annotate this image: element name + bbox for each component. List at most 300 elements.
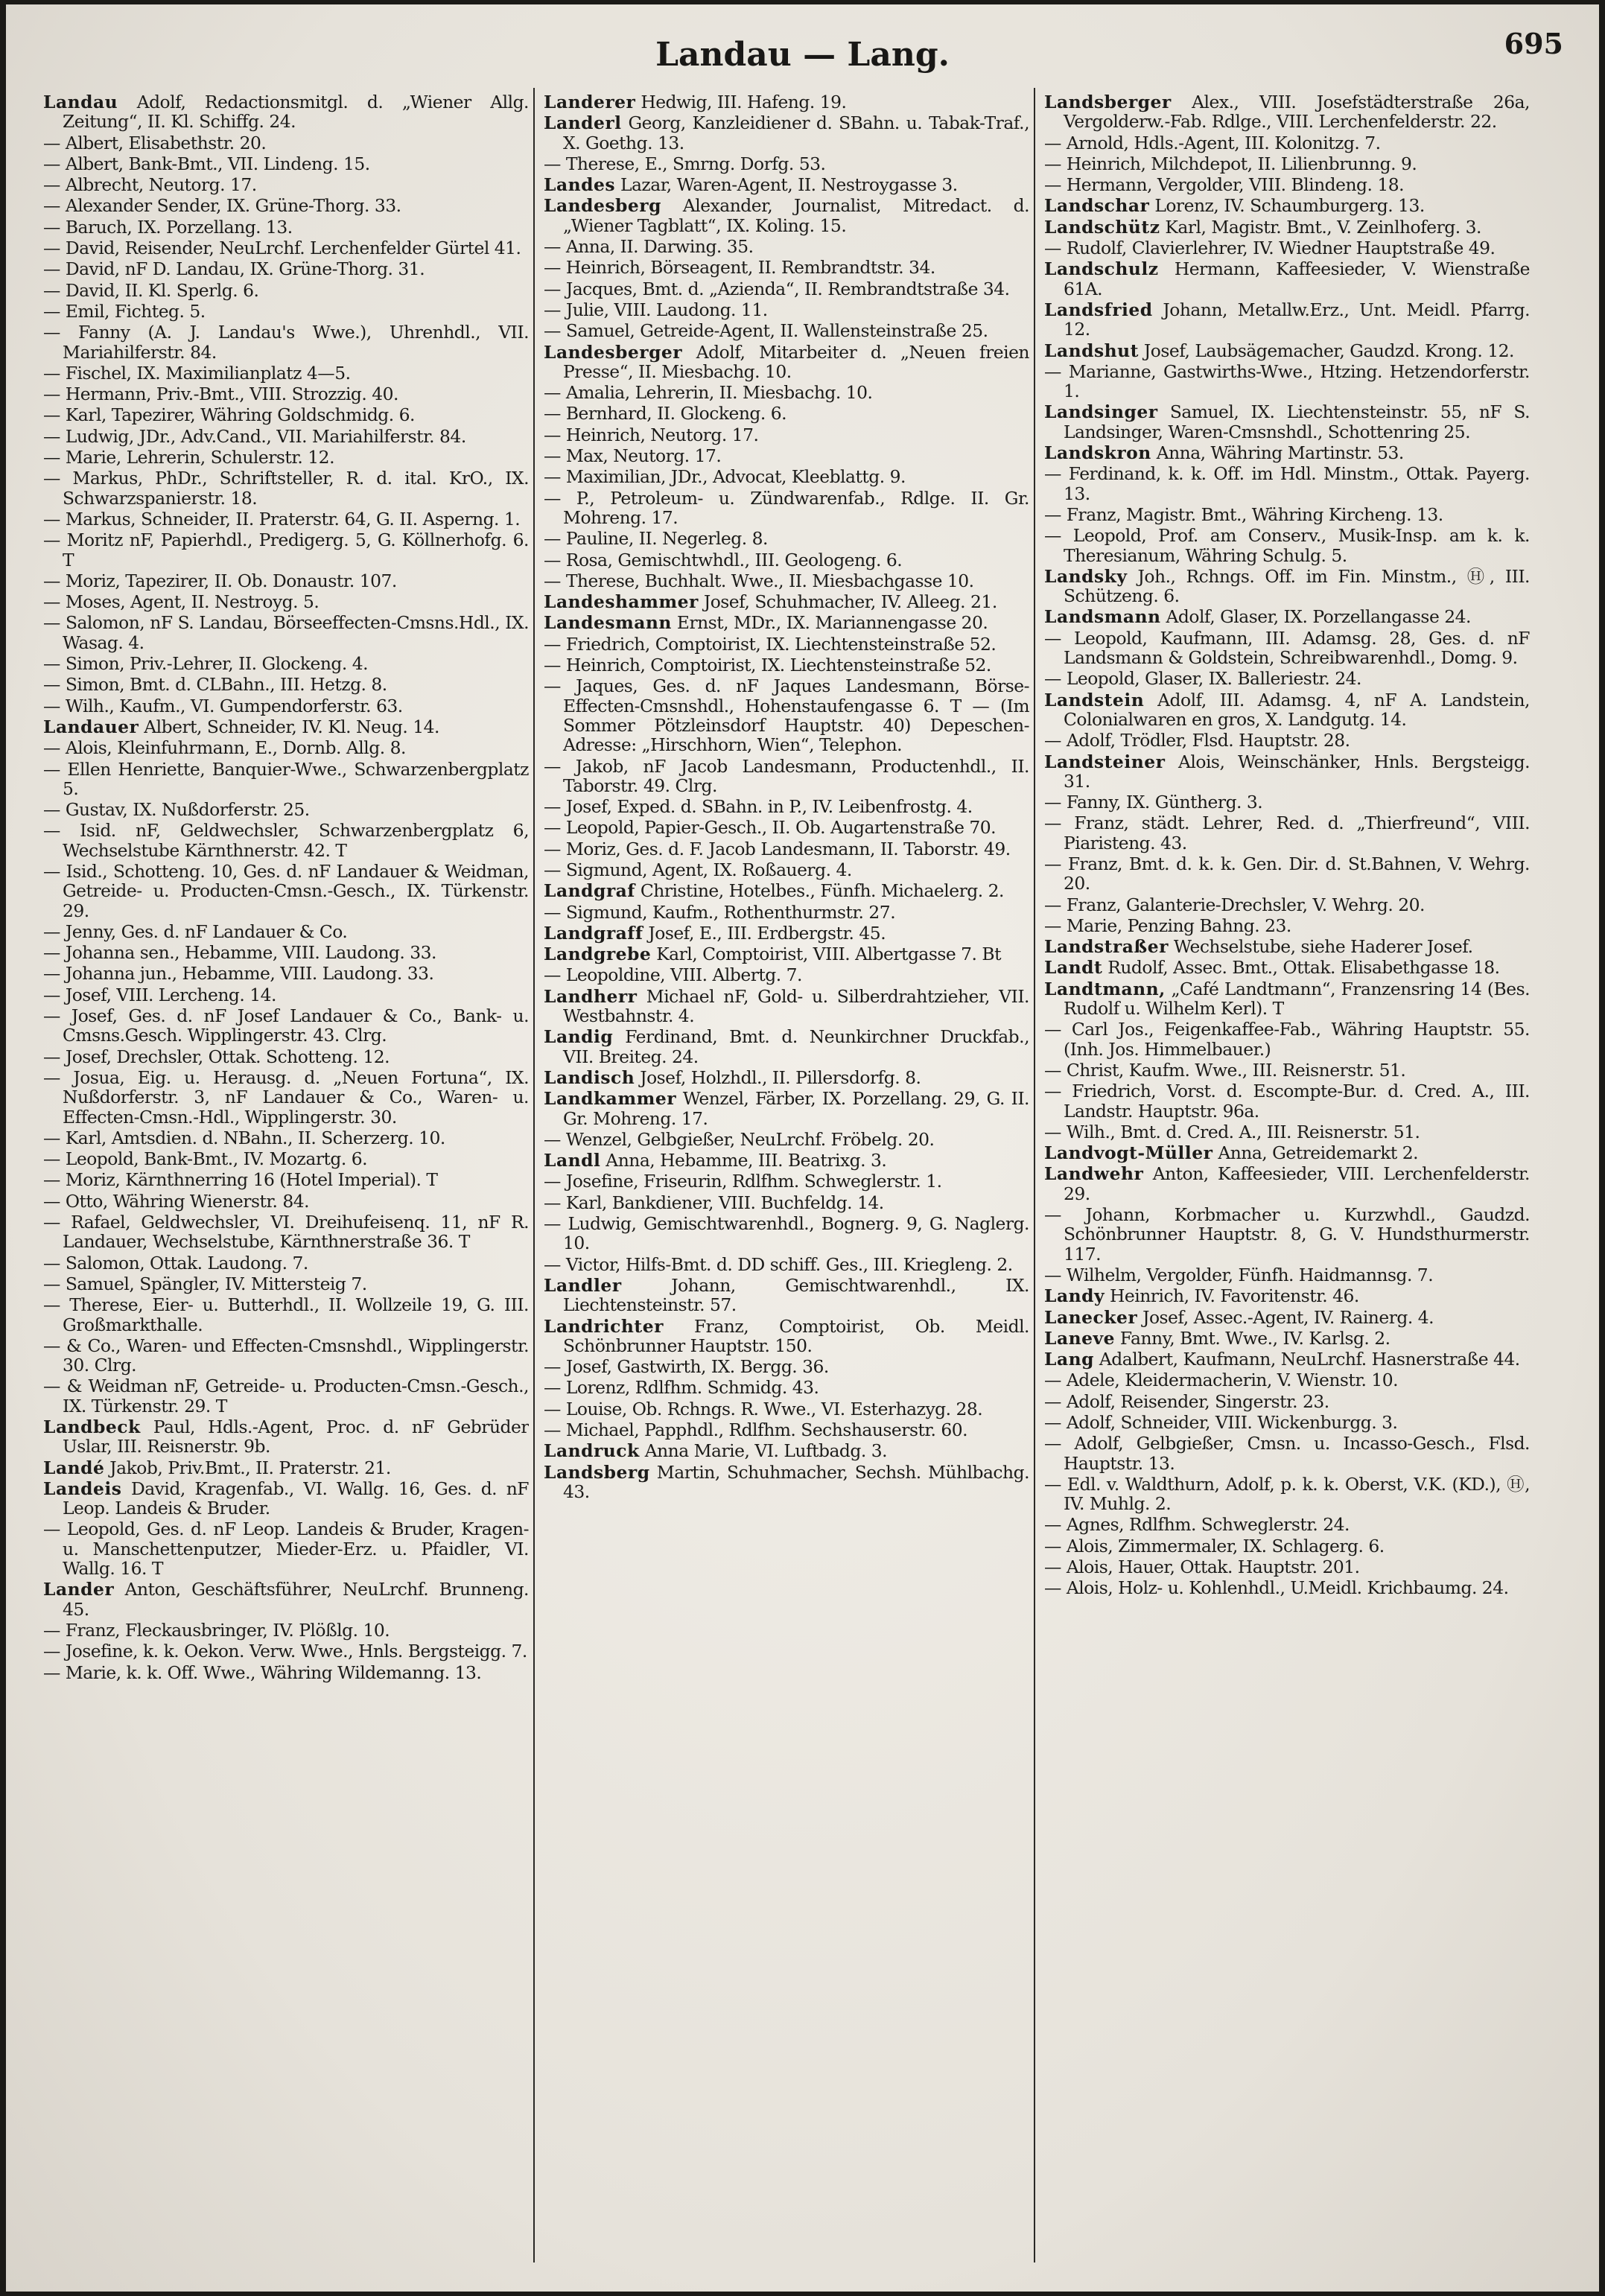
entry-text: Albert, Schneider, IV. Kl. Neug. 14. bbox=[144, 716, 439, 737]
entry-text: Moriz, Ges. d. F. Jacob Landesmann, II. Taborstr. 49. bbox=[565, 838, 1011, 859]
entry-subentry bbox=[43, 238, 529, 258]
entry-text: Wenzel, Gelbgießer, NeuLrchf. Fröbelg. 20. bbox=[565, 1128, 935, 1150]
entry-name: — bbox=[544, 1356, 561, 1378]
entry-name: Landauer bbox=[43, 716, 139, 737]
entry-text: Gustav, IX. Nußdorferstr. 25. bbox=[65, 799, 310, 821]
entry-name: Landy bbox=[1044, 1285, 1105, 1307]
entry-subentry bbox=[43, 154, 529, 174]
entry-name: — bbox=[544, 633, 561, 655]
entry-name: Lander bbox=[43, 1579, 115, 1600]
entry-name: — bbox=[544, 570, 561, 591]
entry-subentry bbox=[1044, 1578, 1530, 1597]
column-1 bbox=[43, 92, 529, 2267]
entry-text: Lorenz, IV. Schaumburgerg. 13. bbox=[1154, 195, 1425, 217]
entry-name: — bbox=[43, 674, 60, 696]
entry-subentry bbox=[43, 1663, 529, 1682]
entry-text: Louise, Ob. Rchngs. R. Wwe., VI. Esterhazyg. 28. bbox=[565, 1398, 983, 1419]
entry-subentry bbox=[43, 1641, 529, 1661]
entry-subentry bbox=[544, 655, 1029, 675]
entry-text: Heinrich, Neutorg. 17. bbox=[565, 424, 759, 445]
entry-subentry bbox=[1044, 813, 1530, 853]
entry-text: Leopold, Ges. d. nF Leop. Landeis & Bruder, Kragen- u. Manschettenputzer, Mieder-Erz. u. Pfaidler, VI. Wallg. 16. T bbox=[63, 1519, 529, 1580]
entry-subentry bbox=[43, 613, 529, 652]
entry-text: Anton, Kaffeesieder, VIII. Lerchenfelderstr. 29. bbox=[1064, 1163, 1530, 1204]
entry-headword bbox=[1044, 1329, 1530, 1348]
entry-subentry bbox=[544, 797, 1029, 816]
entry-subentry bbox=[43, 1047, 529, 1066]
entry-text: Leopold, Bank-Bmt., IV. Mozartg. 6. bbox=[65, 1148, 368, 1170]
entry-subentry bbox=[43, 654, 529, 673]
entry-subentry bbox=[544, 258, 1029, 277]
entry-headword bbox=[1044, 1349, 1530, 1369]
entry-text: Josef, E., III. Erdbergstr. 45. bbox=[648, 922, 886, 944]
entry-subentry bbox=[1044, 792, 1530, 812]
entry-name: — bbox=[544, 278, 561, 299]
entry-subentry bbox=[43, 738, 529, 757]
entry-subentry bbox=[43, 1336, 529, 1376]
entry-name: — bbox=[43, 1641, 60, 1662]
entry-headword bbox=[544, 1463, 1029, 1502]
entry-text: Heinrich, IV. Favoritenstr. 46. bbox=[1110, 1285, 1359, 1307]
entry-name: Landstraßer bbox=[1044, 936, 1169, 958]
entry-subentry bbox=[43, 800, 529, 819]
entry-name: — bbox=[43, 984, 60, 1005]
entry-headword bbox=[544, 343, 1029, 382]
entry-subentry bbox=[43, 509, 529, 529]
entry-name: Landeshammer bbox=[544, 591, 699, 613]
entry-name: — bbox=[43, 695, 60, 716]
entry-subentry bbox=[544, 571, 1029, 591]
entry-headword bbox=[544, 196, 1029, 235]
entry-name: — bbox=[544, 466, 561, 488]
entry-name: — bbox=[1044, 730, 1061, 751]
entry-name: — bbox=[1044, 1514, 1061, 1536]
entry-headword bbox=[544, 944, 1029, 964]
entry-name: — bbox=[544, 320, 561, 342]
entry-subentry bbox=[544, 1357, 1029, 1376]
entry-text: Wilh., Kaufm., VI. Gumpendorferstr. 63. bbox=[65, 695, 403, 716]
entry-name: Landsky bbox=[1044, 565, 1128, 587]
entry-name: Landler bbox=[544, 1274, 622, 1296]
entry-text: Edl. v. Waldthurn, Adolf, p. k. k. Oberst, V.K. (KD.), Ⓗ, IV. Muhlg. 2. bbox=[1064, 1473, 1530, 1515]
entry-text: Jenny, Ges. d. nF Landauer & Co. bbox=[65, 920, 348, 942]
entry-subentry bbox=[544, 489, 1029, 528]
entry-text: Sigmund, Agent, IX. Roßauerg. 4. bbox=[565, 859, 852, 880]
entry-name: — bbox=[43, 153, 60, 174]
entry-text: Albrecht, Neutorg. 17. bbox=[65, 174, 257, 196]
entry-text: Ellen Henriette, Banquier-Wwe., Schwarzenbergplatz 5. bbox=[63, 758, 529, 799]
entry-text: Julie, VIII. Laudong. 11. bbox=[565, 299, 768, 320]
entry-name: Landwehr bbox=[1044, 1163, 1144, 1185]
entry-name: Landbeck bbox=[43, 1416, 141, 1437]
entry-subentry bbox=[43, 862, 529, 920]
entry-name: Landesmann bbox=[544, 612, 672, 634]
entry-subentry bbox=[544, 404, 1029, 423]
entry-headword bbox=[1044, 443, 1530, 462]
entry-text: Adolf, Glaser, IX. Porzellangasse 24. bbox=[1166, 606, 1471, 628]
entry-subentry bbox=[1044, 154, 1530, 174]
entry-name: — bbox=[1044, 1412, 1061, 1433]
entry-subentry bbox=[1044, 362, 1530, 401]
entry-name: — bbox=[544, 299, 561, 320]
entry-subentry bbox=[544, 860, 1029, 880]
entry-headword bbox=[1044, 1143, 1530, 1163]
entry-text: Marie, k. k. Off. Wwe., Währing Wildemanng. 13. bbox=[65, 1661, 482, 1683]
entry-name: — bbox=[1044, 1577, 1061, 1599]
entry-subentry bbox=[43, 133, 529, 153]
entry-name: — bbox=[544, 153, 561, 174]
directory-page bbox=[6, 4, 1599, 2292]
entry-name: — bbox=[43, 508, 60, 530]
entry-text: Hermann, Kaffeesieder, V. Wienstraße 61A. bbox=[1064, 258, 1530, 299]
entry-name: Landshut bbox=[1044, 340, 1139, 361]
entry-subentry bbox=[43, 1068, 529, 1127]
entry-name: — bbox=[1044, 1019, 1061, 1040]
entry-text: Franz, Bmt. d. k. k. Gen. Dir. d. St.Bahnen, V. Wehrg. 20. bbox=[1064, 853, 1530, 894]
entry-text: Christ, Kaufm. Wwe., III. Reisnerstr. 51. bbox=[1066, 1059, 1406, 1081]
entry-subentry bbox=[544, 321, 1029, 340]
entry-name: — bbox=[43, 1294, 60, 1316]
running-head: Landau — Lang. bbox=[655, 36, 950, 74]
entry-headword bbox=[1044, 607, 1530, 626]
entry-text: Leopold, Glaser, IX. Balleriestr. 24. bbox=[1066, 668, 1361, 690]
entry-text: Otto, Währing Wienerstr. 84. bbox=[65, 1190, 310, 1212]
entry-subentry bbox=[544, 1214, 1029, 1253]
entry-name: — bbox=[43, 404, 60, 426]
column-3 bbox=[1044, 92, 1530, 2267]
entry-headword bbox=[1044, 217, 1530, 237]
entry-name: — bbox=[1044, 463, 1061, 485]
entry-text: Moritz nF, Papierhdl., Predigerg. 5, G. Köllnerhofg. 6. T bbox=[63, 530, 529, 570]
entry-subentry bbox=[43, 175, 529, 194]
entry-subentry bbox=[544, 154, 1029, 174]
entry-text: Johanna sen., Hebamme, VIII. Laudong. 33. bbox=[65, 942, 436, 964]
entry-text: Marie, Lehrerin, Schulerstr. 12. bbox=[65, 447, 335, 468]
entry-name: — bbox=[43, 1519, 60, 1540]
entry-text: Moses, Agent, II. Nestroyg. 5. bbox=[65, 591, 320, 613]
entry-headword bbox=[1044, 341, 1530, 360]
entry-subentry bbox=[43, 468, 529, 508]
entry-text: Michael, Papphdl., Rdlfhm. Sechshauserstr. 60. bbox=[565, 1419, 968, 1440]
entry-headword bbox=[1044, 979, 1530, 1019]
entry-subentry bbox=[544, 1193, 1029, 1212]
entry-text: Josef, Schuhmacher, IV. Alleeg. 21. bbox=[703, 591, 997, 613]
entry-name: — bbox=[544, 817, 561, 839]
entry-text: Markus, PhDr., Schriftsteller, R. d. ital. KrO., IX. Schwarzspanierstr. 18. bbox=[63, 468, 529, 509]
entry-name: — bbox=[43, 384, 60, 405]
entry-name: — bbox=[43, 570, 60, 591]
entry-text: Ernst, MDr., IX. Mariannengasse 20. bbox=[676, 612, 988, 634]
entry-name: — bbox=[1044, 238, 1061, 259]
entry-name: — bbox=[1044, 1059, 1061, 1081]
entry-text: „Café Landtmann“, Franzensring 14 (Bes. Rudolf u. Wilhelm Kerl). T bbox=[1064, 978, 1530, 1020]
entry-text: Alexander, Journalist, Mitredact. d. „Wiener Tagblatt“, IX. Koling. 15. bbox=[563, 195, 1029, 236]
entry-name: — bbox=[544, 236, 561, 258]
entry-subentry bbox=[43, 1128, 529, 1148]
entry-text: Heinrich, Comptoirist, IX. Liechtensteinstraße 52. bbox=[565, 655, 991, 676]
entry-name: — bbox=[43, 1273, 60, 1294]
entry-text: Lazar, Waren-Agent, II. Nestroygasse 3. bbox=[620, 174, 958, 196]
entry-text: Salomon, Ottak. Laudong. 7. bbox=[65, 1252, 308, 1273]
entry-name: — bbox=[544, 424, 561, 445]
entry-text: Rudolf, Assec. Bmt., Ottak. Elisabethgasse 18. bbox=[1107, 957, 1500, 979]
entry-text: Josef, Ges. d. nF Josef Landauer & Co., Bank- u. Cmsns.Gesch. Wipplingerstr. 43. Clrg. bbox=[63, 1005, 529, 1046]
entry-subentry bbox=[544, 550, 1029, 570]
entry-name: Landschar bbox=[1044, 195, 1150, 217]
entry-name: — bbox=[43, 1335, 60, 1356]
entry-text: Moriz, Tapezirer, II. Ob. Donaustr. 107. bbox=[65, 570, 397, 591]
entry-name: — bbox=[1044, 1081, 1061, 1102]
entry-text: Sigmund, Kaufm., Rothenthurmstr. 27. bbox=[565, 901, 896, 923]
entry-name: — bbox=[544, 1419, 561, 1440]
entry-subentry bbox=[544, 237, 1029, 256]
entry-headword bbox=[1044, 92, 1530, 132]
entry-text: Ludwig, Gemischtwarenhdl., Bognerg. 9, G. Naglerg. 10. bbox=[563, 1213, 1029, 1254]
column-rule bbox=[533, 88, 535, 2262]
entry-text: Samuel, Getreide-Agent, II. Wallensteinstraße 25. bbox=[565, 320, 988, 342]
entry-subentry bbox=[43, 922, 529, 941]
entry-name: Landes bbox=[544, 174, 616, 196]
column-rule bbox=[1034, 88, 1035, 2262]
entry-headword bbox=[1044, 196, 1530, 215]
entry-text: & Weidman nF, Getreide- u. Producten-Cmsn.-Gesch., IX. Türkenstr. 29. T bbox=[63, 1376, 529, 1416]
entry-name: Landsfried bbox=[1044, 299, 1153, 320]
entry-subentry bbox=[1044, 1515, 1530, 1534]
entry-subentry bbox=[43, 302, 529, 321]
entry-name: Landsberg bbox=[544, 1461, 650, 1483]
entry-text: Moriz, Kärnthnerring 16 (Hotel Imperial). T bbox=[65, 1169, 438, 1191]
entry-text: Adele, Kleidermacherin, V. Wienstr. 10. bbox=[1066, 1370, 1399, 1391]
entry-text: Franz, Magistr. Bmt., Währing Kircheng. 13. bbox=[1066, 503, 1443, 525]
entry-subentry bbox=[43, 363, 529, 383]
entry-text: Pauline, II. Negerleg. 8. bbox=[565, 528, 768, 550]
entry-subentry bbox=[43, 571, 529, 591]
entry-text: Jaques, Ges. d. nF Jaques Landesmann, Börse-Effecten-Cmsnshdl., Hohenstaufengasse 6. T — (Im Sommer Pötzleinsdorf Hauptstr. 40) Depeschen-Adresse: „Hirschhorn, Wien“, Telephon. bbox=[563, 675, 1029, 756]
entry-subentry bbox=[1044, 1536, 1530, 1556]
entry-headword bbox=[544, 1068, 1029, 1087]
entry-text: Samuel, Spängler, IV. Mittersteig 7. bbox=[65, 1273, 367, 1294]
entry-name: Landsteiner bbox=[1044, 751, 1166, 772]
entry-text: Ludwig, JDr., Adv.Cand., VII. Mariahilferstr. 84. bbox=[65, 425, 466, 447]
entry-subentry bbox=[1044, 464, 1530, 503]
entry-headword bbox=[1044, 1164, 1530, 1203]
entry-text: Leopold, Prof. am Conserv., Musik-Insp. am k. k. Theresianum, Währing Schulg. 5. bbox=[1064, 525, 1530, 566]
entry-name: — bbox=[544, 675, 561, 697]
entry-subentry bbox=[544, 300, 1029, 319]
entry-text: Hermann, Priv.-Bmt., VIII. Strozzig. 40. bbox=[65, 384, 398, 405]
entry-name: — bbox=[43, 132, 60, 153]
entry-text: Karl, Bankdiener, VIII. Buchfeldg. 14. bbox=[565, 1192, 884, 1213]
entry-name: — bbox=[1044, 1121, 1061, 1142]
entry-headword bbox=[544, 881, 1029, 900]
entry-text: Jakob, Priv.Bmt., II. Praterstr. 21. bbox=[109, 1457, 391, 1478]
entry-text: Wilhelm, Vergolder, Fünfh. Haidmannsg. 7. bbox=[1066, 1264, 1434, 1285]
entry-name: — bbox=[544, 1192, 561, 1213]
entry-text: Adolf, Schneider, VIII. Wickenburgg. 3. bbox=[1066, 1412, 1398, 1433]
entry-headword bbox=[1044, 300, 1530, 340]
entry-name: — bbox=[43, 1127, 60, 1148]
entry-name: — bbox=[43, 920, 60, 942]
entry-subentry bbox=[43, 1376, 529, 1416]
entry-name: — bbox=[544, 257, 561, 279]
entry-text: Martin, Schuhmacher, Sechsh. Mühlbachg. 43. bbox=[563, 1461, 1029, 1502]
entry-text: Alois, Weinschänker, Hnls. Bergsteigg. 31. bbox=[1064, 751, 1530, 792]
entry-subentry bbox=[1044, 1370, 1530, 1390]
entry-name: — bbox=[544, 549, 561, 570]
entry-name: — bbox=[43, 216, 60, 238]
entry-name: Landgraff bbox=[544, 922, 643, 944]
entry-name: — bbox=[43, 1252, 60, 1273]
entry-subentry bbox=[544, 467, 1029, 486]
entry-subentry bbox=[43, 1170, 529, 1189]
entry-text: Carl Jos., Feigenkaffee-Fab., Währing Hauptstr. 55. (Inh. Jos. Himmelbauer.) bbox=[1064, 1019, 1530, 1060]
entry-name: — bbox=[544, 487, 561, 509]
entry-headword bbox=[544, 175, 1029, 194]
entry-name: — bbox=[544, 1398, 561, 1419]
entry-headword bbox=[1044, 752, 1530, 792]
entry-text: Victor, Hilfs-Bmt. d. DD schiff. Ges., III. Kriegleng. 2. bbox=[565, 1253, 1013, 1275]
entry-subentry bbox=[1044, 1475, 1530, 1514]
entry-text: Hedwig, III. Hafeng. 19. bbox=[641, 92, 847, 112]
entry-text: Heinrich, Milchdepot, II. Lilienbrunng. 9. bbox=[1066, 153, 1417, 174]
entry-name: — bbox=[43, 322, 60, 343]
entry-subentry bbox=[43, 281, 529, 300]
entry-headword bbox=[1044, 567, 1530, 606]
entry-text: Adolf, Trödler, Flsd. Hauptstr. 28. bbox=[1066, 730, 1350, 751]
entry-text: Alois, Hauer, Ottak. Hauptstr. 201. bbox=[1066, 1556, 1360, 1578]
entry-name: — bbox=[1044, 853, 1061, 874]
entry-text: Josef, Laubsägemacher, Gaudzd. Krong. 12. bbox=[1143, 340, 1514, 361]
entry-headword bbox=[544, 1089, 1029, 1128]
entry-subentry bbox=[43, 1295, 529, 1335]
entry-text: Adolf, III. Adamsg. 4, nF A. Landstein, Colonialwaren en gros, X. Landgutg. 14. bbox=[1064, 689, 1530, 730]
entry-name: — bbox=[43, 530, 60, 551]
entry-name: — bbox=[43, 258, 60, 280]
entry-text: Isid., Schotteng. 10, Ges. d. nF Landauer & Weidman, Getreide- u. Producten-Cmsn.-Gesch., IX. Türkenstr. 29. bbox=[63, 860, 529, 921]
entry-text: Rosa, Gemischtwhdl., III. Geologeng. 6. bbox=[565, 549, 903, 570]
entry-name: — bbox=[43, 1661, 60, 1683]
entry-text: Alois, Kleinfuhrmann, E., Dornb. Allg. 8. bbox=[65, 737, 406, 759]
entry-text: Jakob, nF Jacob Landesmann, Productenhdl., II. Taborstr. 49. Clrg. bbox=[563, 755, 1029, 796]
entry-text: Josefine, k. k. Oekon. Verw. Wwe., Hnls. Bergsteigg. 7. bbox=[65, 1641, 527, 1662]
entry-subentry bbox=[1044, 505, 1530, 524]
entry-name: — bbox=[544, 1171, 561, 1192]
entry-subentry bbox=[43, 1149, 529, 1168]
entry-text: Anna, Währing Martinstr. 53. bbox=[1156, 442, 1404, 464]
entry-name: Landherr bbox=[544, 985, 638, 1007]
entry-text: Therese, Buchhalt. Wwe., II. Miesbachgasse 10. bbox=[565, 570, 974, 591]
entry-text: Alex., VIII. Josefstädterstraße 26a, Vergolderw.-Fab. Rdlge., VIII. Lerchenfelderstr. 22. bbox=[1064, 92, 1530, 133]
entry-name: — bbox=[1044, 1473, 1061, 1495]
entry-text: P., Petroleum- u. Zündwarenfab., Rdlge. II. Gr. Mohreng. 17. bbox=[563, 487, 1029, 528]
entry-name: — bbox=[1044, 668, 1061, 690]
entry-name: Landesberg bbox=[544, 195, 661, 217]
entry-subentry bbox=[544, 1420, 1029, 1440]
entry-name: — bbox=[43, 1169, 60, 1191]
entry-name: — bbox=[43, 1148, 60, 1170]
entry-text: David, nF D. Landau, IX. Grüne-Thorg. 31. bbox=[65, 258, 425, 280]
entry-text: Alois, Holz- u. Kohlenhdl., U.Meidl. Krichbaumg. 24. bbox=[1066, 1577, 1509, 1599]
entry-text: Josef, Exped. d. SBahn. in P., IV. Leibenfrostg. 4. bbox=[565, 796, 973, 818]
entry-subentry bbox=[544, 676, 1029, 754]
entry-headword bbox=[43, 1458, 529, 1478]
entry-headword bbox=[1044, 690, 1530, 730]
entry-name: Landerer bbox=[544, 92, 636, 112]
entry-name: Landerl bbox=[544, 112, 622, 134]
entry-subentry bbox=[544, 1171, 1029, 1191]
entry-subentry bbox=[43, 964, 529, 983]
entry-text: Josefine, Friseurin, Rdlfhm. Schweglerstr. 1. bbox=[565, 1171, 942, 1192]
entry-subentry bbox=[43, 760, 529, 799]
entry-text: Marianne, Gastwirths-Wwe., Htzing. Hetzendorferstr. 1. bbox=[1064, 360, 1530, 402]
entry-text: Jacques, Bmt. d. „Azienda“, II. Rembrandtstraße 34. bbox=[565, 278, 1010, 299]
entry-text: Markus, Schneider, II. Praterstr. 64, G. II. Asperng. 1. bbox=[65, 508, 521, 530]
entry-headword bbox=[544, 987, 1029, 1026]
entry-subentry bbox=[1044, 175, 1530, 194]
entry-name: — bbox=[43, 591, 60, 613]
entry-headword bbox=[544, 113, 1029, 153]
entry-subentry bbox=[1044, 854, 1530, 894]
entry-subentry bbox=[544, 1255, 1029, 1274]
entry-name: Landesberger bbox=[544, 341, 683, 363]
entry-text: Therese, E., Smrng. Dorfg. 53. bbox=[565, 153, 826, 174]
entry-text: Baruch, IX. Porzellang. 13. bbox=[65, 216, 293, 238]
entry-headword bbox=[544, 92, 1029, 112]
entry-name: — bbox=[1044, 1264, 1061, 1285]
entry-text: Michael nF, Gold- u. Silberdrahtzieher, VII. Westbahnstr. 4. bbox=[563, 985, 1029, 1027]
entry-text: Bernhard, II. Glockeng. 6. bbox=[565, 403, 787, 424]
entry-text: Hermann, Vergolder, VIII. Blindeng. 18. bbox=[1066, 174, 1405, 196]
entry-subentry bbox=[43, 943, 529, 962]
entry-name: Landé bbox=[43, 1457, 105, 1478]
entry-headword bbox=[1044, 259, 1530, 299]
entry-headword bbox=[544, 1441, 1029, 1460]
entry-text: Anna, Hebamme, III. Beatrixg. 3. bbox=[606, 1150, 887, 1171]
entry-subentry bbox=[544, 1130, 1029, 1149]
entry-text: Heinrich, Börseagent, II. Rembrandtstr. 34. bbox=[565, 257, 935, 279]
entry-text: Johann, Metallw.Erz., Unt. Meidl. Pfarrg. 12. bbox=[1064, 299, 1530, 340]
entry-text: Joh., Rchngs. Off. im Fin. Minstm., Ⓗ, III. Schützeng. 6. bbox=[1064, 565, 1530, 607]
entry-subentry bbox=[544, 529, 1029, 548]
entry-name: — bbox=[544, 1377, 561, 1399]
entry-text: Johann, Korbmacher u. Kurzwhdl., Gaudzd. Schönbrunner Hauptstr. 8, G. V. Hundsthurmerstr. 117. bbox=[1064, 1204, 1530, 1265]
entry-name: — bbox=[1044, 360, 1061, 382]
entry-name: Lanecker bbox=[1044, 1306, 1138, 1328]
entry-name: Landgraf bbox=[544, 880, 635, 902]
entry-subentry bbox=[1044, 526, 1530, 565]
entry-text: Friedrich, Comptoirist, IX. Liechtensteinstraße 52. bbox=[565, 633, 997, 655]
entry-text: Friedrich, Vorst. d. Escompte-Bur. d. Cred. A., III. Landstr. Hauptstr. 96a. bbox=[1064, 1081, 1530, 1122]
entry-subentry bbox=[544, 1399, 1029, 1419]
entry-text: Simon, Priv.-Lehrer, II. Glockeng. 4. bbox=[65, 653, 369, 675]
entry-subentry bbox=[544, 757, 1029, 796]
entry-name: — bbox=[544, 755, 561, 777]
entry-subentry bbox=[1044, 1122, 1530, 1142]
entry-name: Landtmann, bbox=[1044, 978, 1166, 999]
entry-name: — bbox=[544, 1128, 561, 1150]
entry-text: Anna, Getreidemarkt 2. bbox=[1218, 1142, 1419, 1164]
entry-name: — bbox=[43, 362, 60, 384]
entry-text: David, II. Kl. Sperlg. 6. bbox=[65, 279, 259, 301]
entry-name: — bbox=[43, 799, 60, 821]
entry-name: Landskron bbox=[1044, 442, 1151, 464]
entry-name: — bbox=[1044, 1370, 1061, 1391]
entry-name: Laneve bbox=[1044, 1327, 1115, 1349]
entry-text: Amalia, Lehrerin, II. Miesbachg. 10. bbox=[565, 382, 873, 404]
entry-name: — bbox=[43, 612, 60, 634]
entry-name: — bbox=[43, 653, 60, 675]
entry-subentry bbox=[544, 839, 1029, 859]
